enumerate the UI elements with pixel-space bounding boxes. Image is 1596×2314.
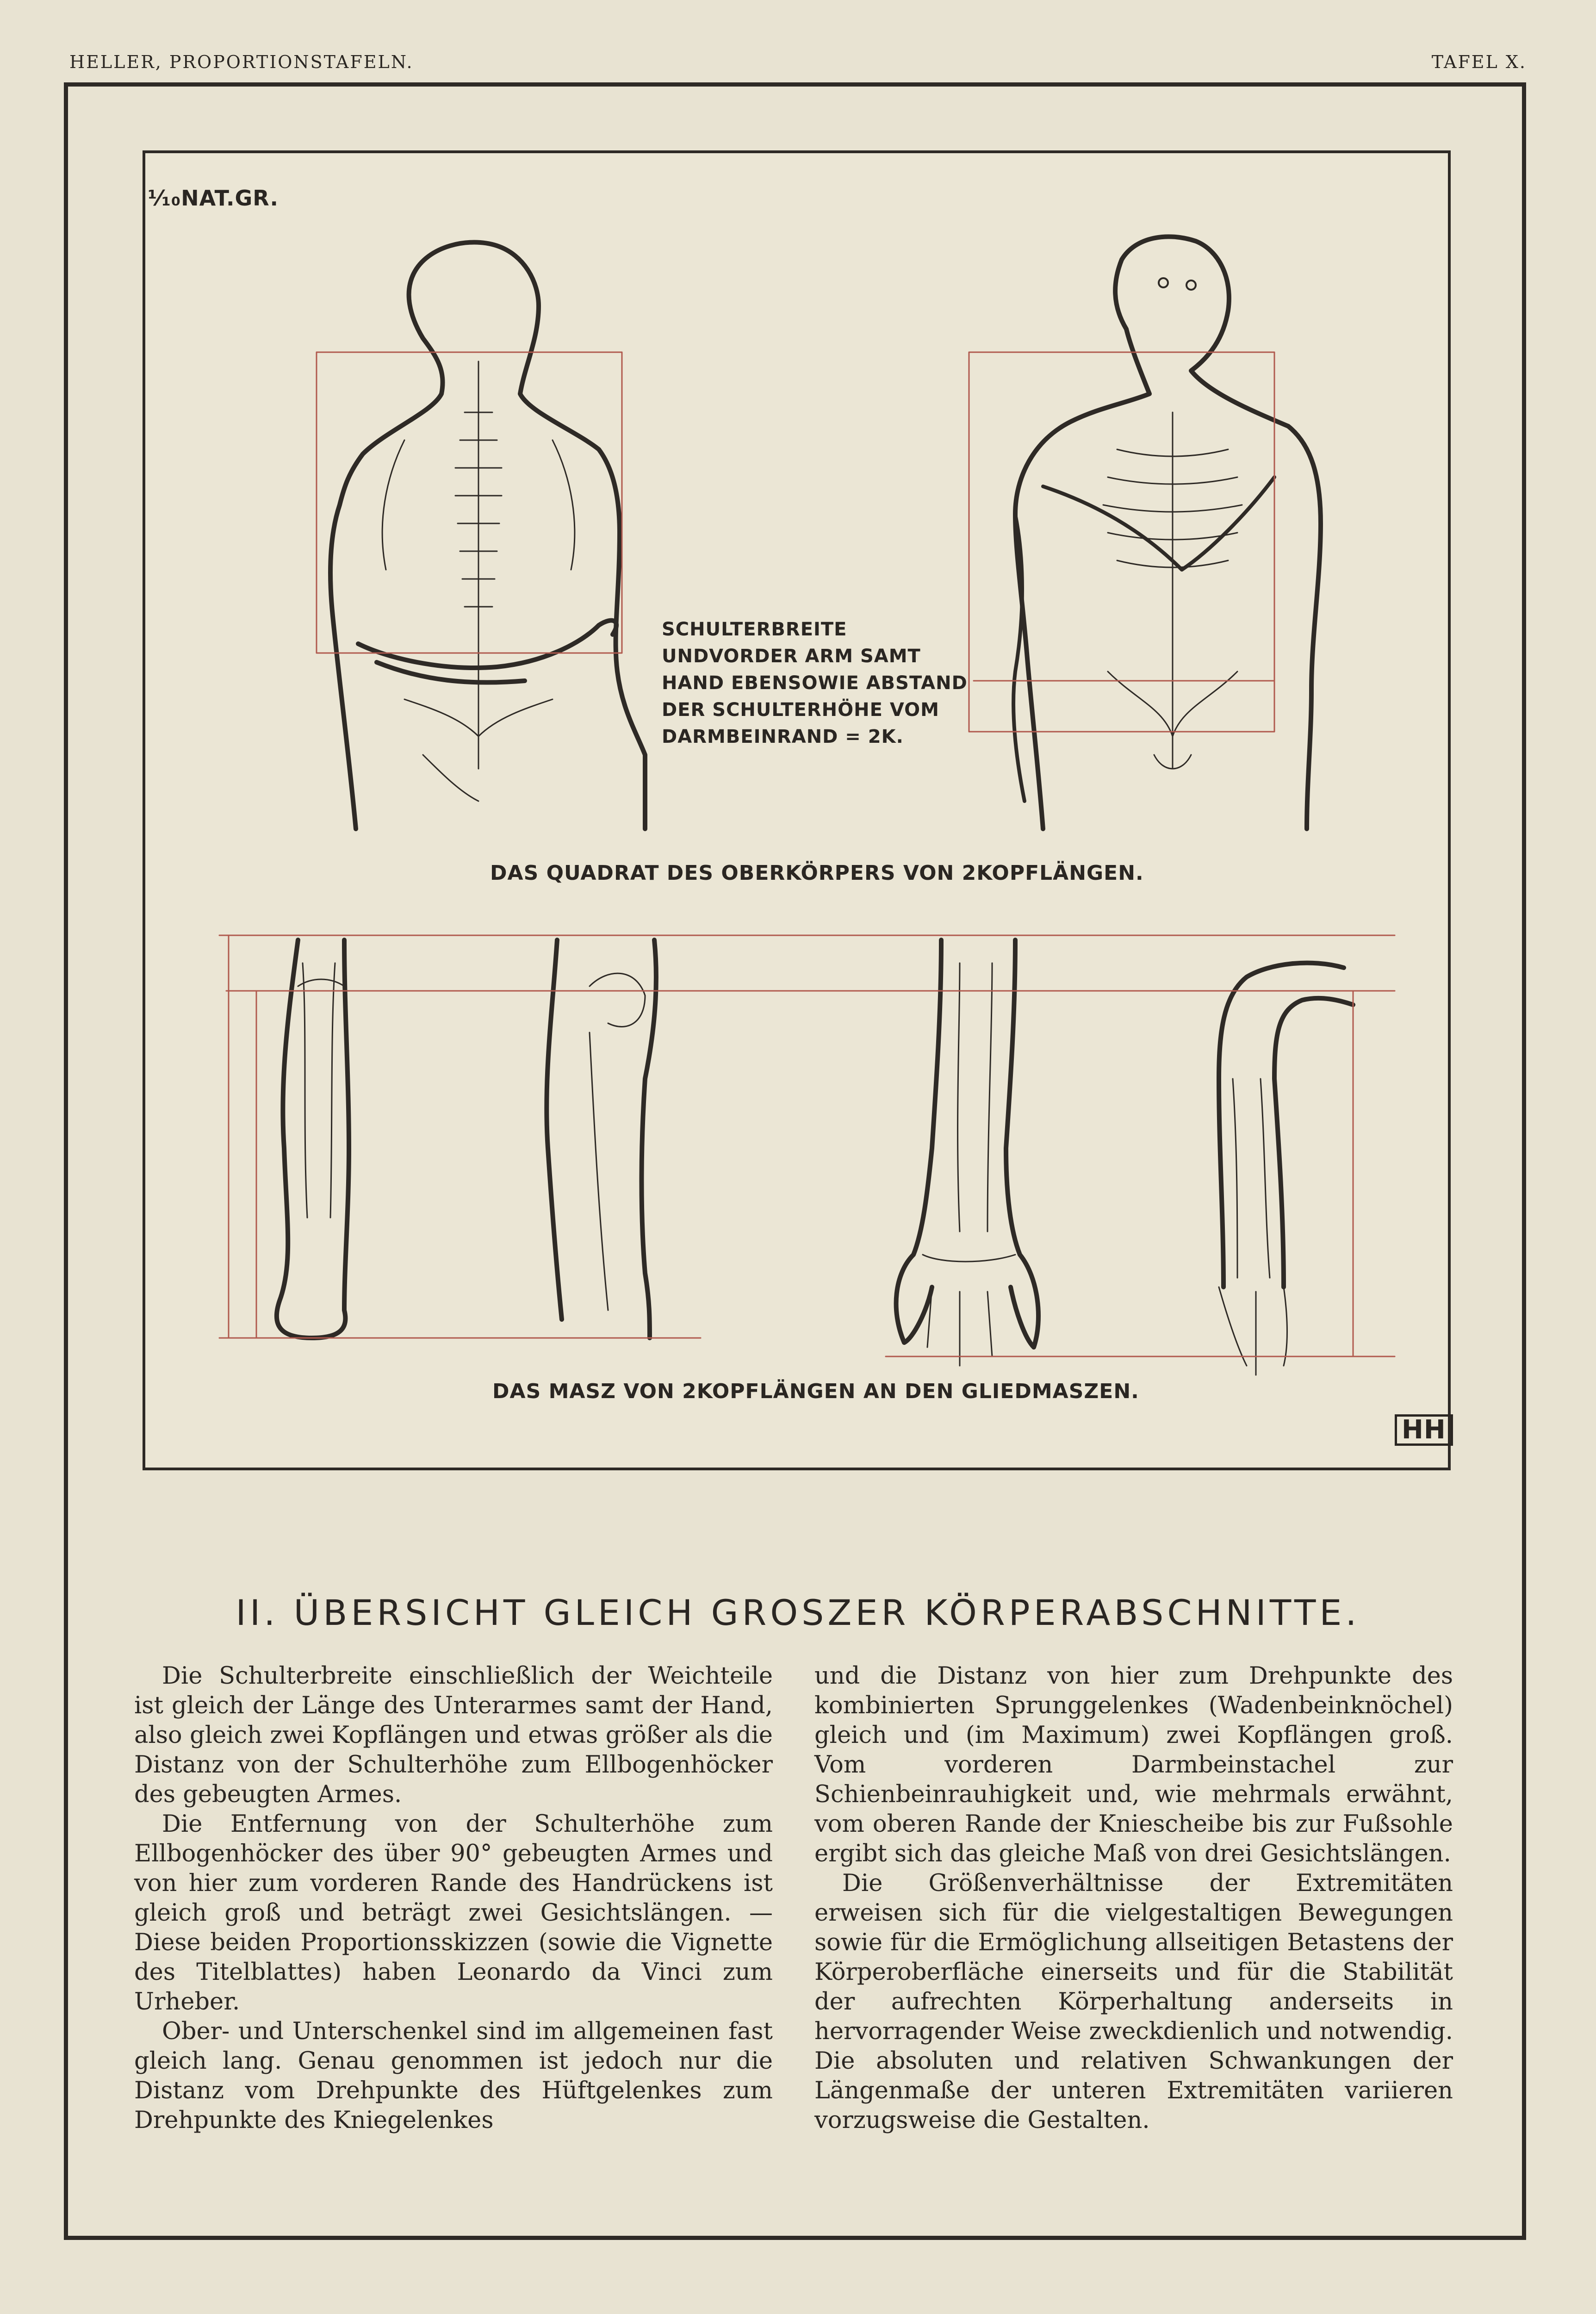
text-column-left (134, 1661, 773, 2135)
back-view-figure (330, 243, 645, 829)
artist-monogram: HH (1395, 1414, 1453, 1446)
running-header-title: HELLER, PROPORTIONSTAFELN. (69, 52, 414, 72)
illustration-plate (143, 150, 1451, 1470)
text-column-right (814, 1661, 1453, 2135)
leg-front (277, 940, 349, 1338)
caption-torso-square: DAS QUADRAT DES OBERKÖRPERS VON 2KOPFLÄNGEN. (490, 861, 1144, 885)
plate-number: TAFEL X. (1431, 52, 1527, 72)
arm-bent (1219, 963, 1353, 1375)
paragraph: Die Entfernung von der Schulterhöhe zum Ellbogenhöcker des über 90° gebeugten Armes und von hier zum vorderen Rande des Handrückens ist gleich groß und beträgt zwei Gesichtslängen. — Diese beiden Proportionsskizzen (sowie die Vignette des Titelblattes) haben Leonardo da Vinci zum Urheber. (134, 1810, 773, 2015)
caption-limb-measure: DAS MASZ VON 2KOPFLÄNGEN AN DEN GLIEDMASZEN. (492, 1380, 1139, 1403)
anatomical-drawings (145, 153, 1453, 1473)
scale-label: ¹⁄₁₀NAT.GR. (148, 186, 279, 211)
arm-front (896, 940, 1038, 1366)
paragraph: Die Größenverhältnisse der Extremitäten erweisen sich für die vielgestaltigen Bewegungen sowie für die Ermöglichung allseitigen Betastens der Körperoberfläche einerseits und für die Stabilität der aufrechten Körperhaltung anderseits in hervorragender Weise zweckdienlich und notwendig. Die absoluten und relativen Schwankungen der Längenmaße der unteren Extremitäten variieren vorzugsweise die Gestalten. (814, 1870, 1453, 2134)
paragraph: Die Schulterbreite einschließlich der Weichteile ist gleich der Länge des Unterarmes samt der Hand, also gleich zwei Kopflängen und etwas größer als die Distanz von der Schulterhöhe zum Ellbogenhöcker des gebeugten Armes. (134, 1662, 773, 1808)
leg-side (546, 940, 656, 1338)
paragraph: Ober- und Unterschenkel sind im allgemeinen fast gleich lang. Genau genommen ist jedoch nur die Distanz vom Drehpunkte des Hüftgelenkes zum Drehpunkte des Kniegelenkes (134, 2018, 773, 2134)
section-heading: II. ÜBERSICHT GLEICH GROSZER KÖRPERABSCHNITTE. (236, 1592, 1360, 1633)
paragraph-continuation: und die Distanz von hier zum Drehpunkte des kombinierten Sprunggelenkes (Wadenbeinknöchel) gleich und (im Maximum) zwei Kopflängen groß. Vom vorderen Darmbeinstachel zur Schienbeinrauhigkeit und, wie mehrmals erwähnt, vom oberen Rande der Kniescheibe bis zur Fußsohle ergibt sich das gleiche Maß von drei Gesichtslängen. (814, 1662, 1453, 1867)
proportion-note: SCHULTERBREITE UNDVORDER ARM SAMT HAND EBENSOWIE ABSTAND DER SCHULTERHÖHE VOM DARMBEINRAND = 2K. (662, 619, 968, 747)
